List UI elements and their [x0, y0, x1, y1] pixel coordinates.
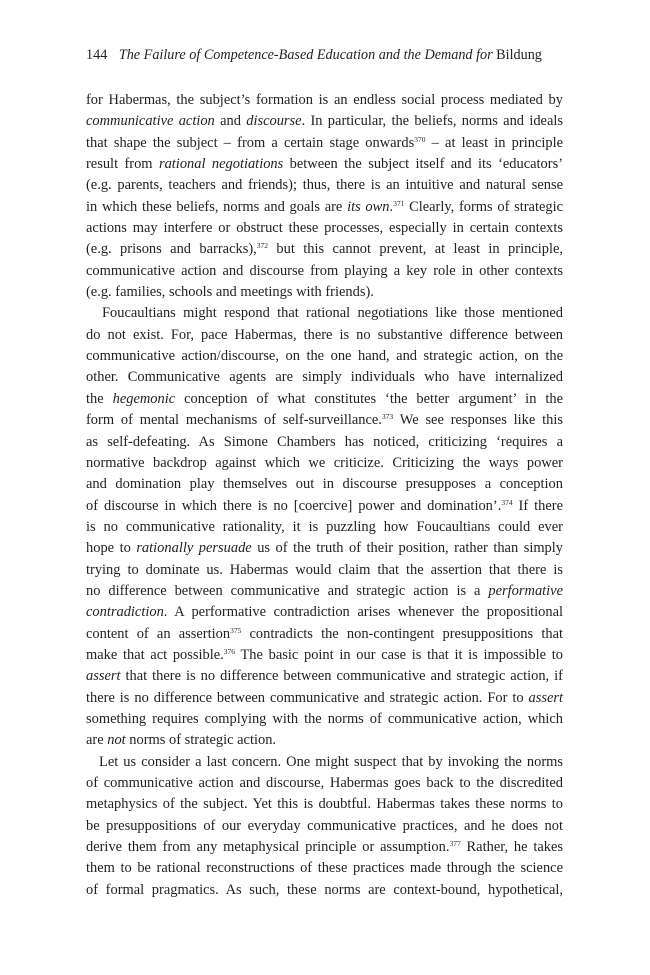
text-line	[86, 773, 563, 794]
text-line	[86, 239, 563, 260]
text-line	[86, 816, 563, 837]
text-line	[86, 709, 563, 730]
text-run: something requires complying with the norms of communicative action, which	[86, 710, 563, 727]
text-run: Let us consider a last concern. One might suspect that by invoking the norms	[99, 753, 563, 770]
text-run: content of an assertion	[86, 625, 231, 642]
text-run: but this cannot prevent, at least in principle,	[268, 241, 563, 258]
italic-text: not	[107, 732, 126, 749]
text-run: norms of strategic action.	[125, 732, 277, 749]
italic-text: assert	[528, 689, 563, 706]
running-header	[86, 45, 566, 65]
text-run: in which these beliefs, norms and goals are	[86, 198, 348, 215]
italic-text: communicative action	[86, 113, 215, 130]
text-run: for Habermas, the subject’s formation is an endless social process mediated by	[86, 92, 563, 108]
footnote-ref: 372	[256, 241, 268, 251]
text-run: Foucaultians might respond that rational negotiations like those mentioned	[102, 305, 563, 322]
running-title-roman: Bildung	[496, 47, 542, 63]
text-line	[86, 261, 563, 282]
text-run: If there	[512, 497, 563, 514]
text-run: normative backdrop against which we criticize. Criticizing the ways power	[86, 454, 563, 471]
footnote-ref: 377	[449, 839, 461, 849]
text-line	[86, 880, 563, 901]
text-line	[86, 453, 563, 474]
footnote-ref: 375	[230, 625, 242, 635]
text-line	[86, 560, 563, 581]
text-run: as self-defeating. As Simone Chambers has noticed, criticizing ‘requires a	[86, 433, 563, 450]
text-run: We see responses like this	[393, 412, 563, 429]
body-text	[86, 90, 563, 901]
text-line	[86, 432, 563, 453]
text-run: . In particular, the beliefs, norms and ideals	[301, 113, 563, 130]
text-run: communicative action/discourse, on the one hand, and strategic action, on the	[86, 348, 563, 365]
text-run: Clearly, forms of strategic	[404, 198, 564, 215]
text-line	[86, 602, 563, 623]
text-line	[86, 410, 563, 431]
text-line	[86, 303, 563, 324]
text-line	[86, 367, 563, 388]
text-line	[86, 624, 563, 645]
text-line	[86, 133, 563, 154]
text-run: do not exist. For, pace Habermas, there is no substantive difference between	[86, 326, 563, 343]
footnote-ref: 373	[381, 412, 394, 422]
text-line	[86, 389, 563, 410]
italic-text: performative	[488, 582, 563, 599]
text-line	[86, 688, 563, 709]
text-run: (e.g. families, schools and meetings with friends).	[86, 284, 374, 301]
text-line	[86, 346, 563, 367]
text-run: that there is no difference between communicative and strategic action, if	[120, 668, 563, 685]
italic-text: rational negotiations	[158, 156, 284, 173]
italic-text: assert	[86, 668, 121, 685]
footnote-ref: 371	[393, 198, 405, 208]
text-run: The basic point in our case is that it is impossible to	[235, 646, 563, 663]
text-run: hope to	[86, 540, 137, 557]
italic-text: its own	[347, 198, 390, 215]
text-line	[86, 538, 563, 559]
text-line	[86, 730, 563, 751]
text-line	[86, 517, 563, 538]
text-run: (e.g. prisons and barracks),	[86, 241, 257, 258]
text-run: be presuppositions of our everyday communicative practices, and he does not	[86, 817, 563, 834]
text-run: them to be rational reconstructions of these practices made through the science	[86, 860, 563, 877]
text-run: is no communicative rationality, it is puzzling how Foucaultians could ever	[86, 518, 563, 535]
text-run: (e.g. parents, teachers and friends); thus, there is an intuitive and natural sense	[86, 177, 563, 194]
text-line	[86, 175, 563, 196]
text-line	[86, 197, 563, 218]
page-number: 144	[86, 47, 108, 63]
text-line	[86, 325, 563, 346]
text-line	[86, 645, 563, 666]
text-line	[86, 154, 563, 175]
text-line	[86, 218, 563, 239]
italic-text: hegemonic	[112, 390, 176, 407]
text-run: no difference between communicative and strategic action is a	[86, 582, 489, 599]
text-run: are	[86, 732, 108, 749]
text-run: and	[214, 113, 247, 130]
text-run: contradicts the non-contingent presuppositions that	[241, 625, 563, 642]
footnote-ref: 376	[223, 646, 236, 656]
text-line	[86, 581, 563, 602]
text-run: . A performative contradiction arises whenever the propositional	[163, 604, 563, 621]
text-run: form of mental mechanisms of self-surveillance.	[86, 412, 382, 429]
italic-text: discourse	[246, 113, 302, 130]
footnote-ref: 374	[501, 497, 513, 507]
text-run: actions may interfere or obstruct these processes, especially in certain contexts	[86, 220, 563, 237]
text-line	[86, 837, 563, 858]
text-run: conception of what constitutes ‘the better argument’ in the	[175, 390, 563, 407]
text-line	[86, 111, 563, 132]
text-line	[86, 496, 563, 517]
text-run: the	[86, 390, 113, 407]
text-line	[86, 282, 563, 303]
text-run: and domination play themselves out in discourse presupposes a conception	[86, 476, 563, 493]
text-run: – at least in principle	[425, 134, 564, 151]
text-run: of discourse in which there is no [coercive] power and domination’.	[86, 497, 502, 514]
text-line	[86, 794, 563, 815]
footnote-ref: 370	[414, 134, 426, 144]
text-run: .	[389, 198, 394, 215]
text-run: there is no difference between communicative and strategic action. For to	[86, 689, 529, 706]
text-line	[86, 474, 563, 495]
text-run: between the subject itself and its ‘educators’	[283, 156, 563, 173]
running-title-italic: The Failure of Competence-Based Education and the Demand for	[118, 47, 493, 63]
text-run: communicative action and discourse from playing a key role in other contexts	[86, 262, 563, 279]
text-run: result from	[86, 156, 159, 173]
text-run: of formal pragmatics. As such, these norms are context-bound, hypothetical,	[86, 881, 563, 898]
text-line	[86, 858, 563, 879]
text-line	[86, 752, 563, 773]
text-run: trying to dominate us. Habermas would claim that the assertion that there is	[86, 561, 563, 578]
text-line	[86, 90, 563, 111]
text-run: metaphysics of the subject. Yet this is doubtful. Habermas takes these norms to	[86, 796, 563, 813]
text-run: that shape the subject – from a certain stage onwards	[86, 134, 415, 151]
text-run: make that act possible.	[86, 646, 224, 663]
text-line	[86, 666, 563, 687]
text-run: of communicative action and discourse, Habermas goes back to the discredited	[86, 775, 563, 791]
text-run: us of the truth of their position, rather than simply	[251, 540, 564, 557]
text-run: other. Communicative agents are simply individuals who have internalized	[86, 369, 563, 386]
italic-text: contradiction	[86, 604, 164, 621]
text-run: derive them from any metaphysical principle or assumption.	[86, 839, 450, 856]
text-run: Rather, he takes	[460, 839, 563, 856]
italic-text: rationally persuade	[136, 540, 252, 557]
